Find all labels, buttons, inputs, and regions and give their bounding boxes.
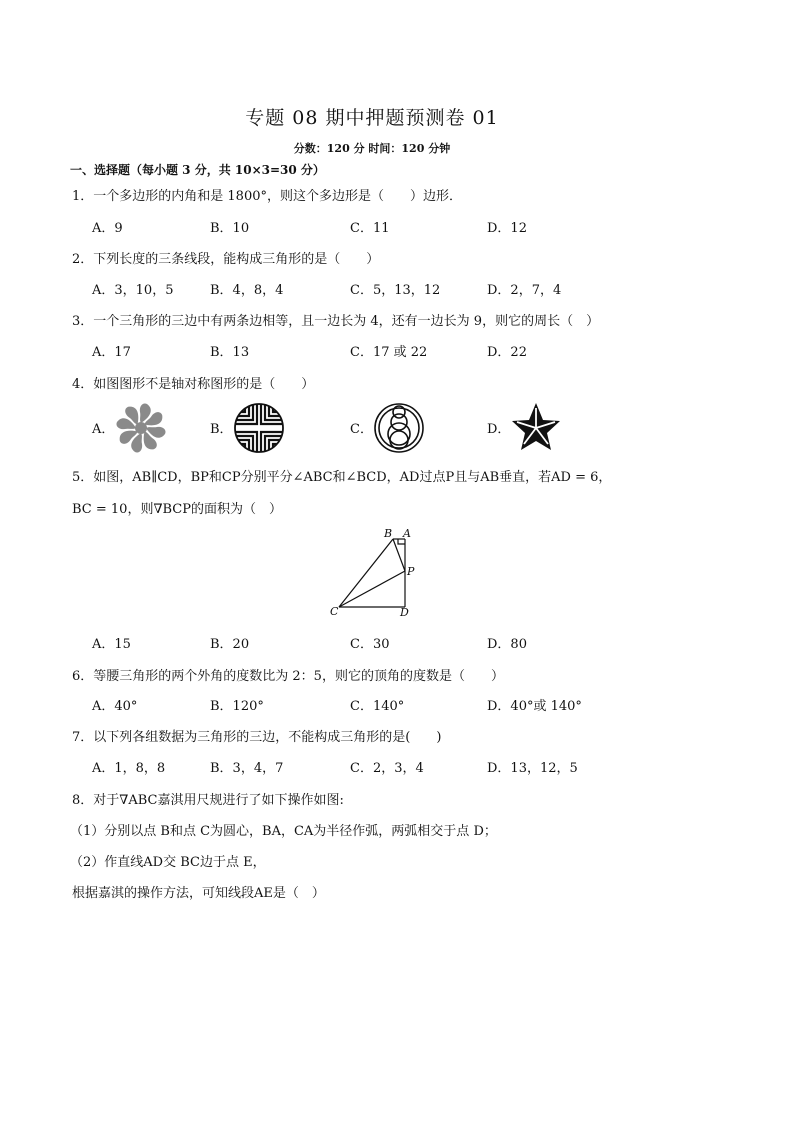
option-d[interactable]: D．22 bbox=[487, 345, 527, 360]
stacked-circles-icon bbox=[372, 401, 426, 455]
option-c[interactable]: C．11 bbox=[350, 221, 390, 236]
question-6-options bbox=[92, 695, 732, 715]
question-2: 2．下列长度的三条线段，能构成三角形的是（ ） bbox=[72, 252, 380, 267]
pinwheel-flower-icon bbox=[114, 401, 168, 455]
question-3: 3．一个三角形的三边中有两条边相等，且一边长为 4，还有一边长为 9，则它的周长（ ） bbox=[72, 314, 600, 329]
label-d: D bbox=[400, 606, 409, 619]
label-p: P bbox=[407, 565, 415, 578]
question-7: 7．以下列各组数据为三角形的三边，不能构成三角形的是( ) bbox=[72, 730, 442, 745]
question-5-options bbox=[92, 633, 732, 653]
option-d[interactable]: D．12 bbox=[487, 221, 527, 236]
question-3-options bbox=[92, 341, 732, 361]
option-c[interactable]: C．140° bbox=[350, 699, 405, 714]
option-a[interactable]: A．15 bbox=[92, 637, 131, 652]
option-d[interactable]: D．80 bbox=[487, 637, 527, 652]
question-2-options bbox=[92, 279, 732, 299]
question-6: 6．等腰三角形的两个外角的度数比为 2：5，则它的顶角的度数是（ ） bbox=[72, 669, 504, 684]
option-a[interactable]: A．40° bbox=[92, 699, 138, 714]
option-a[interactable]: A．17 bbox=[92, 345, 131, 360]
option-c[interactable]: C．2，3，4 bbox=[350, 761, 424, 776]
question-8-step-1: （1）分别以点 B和点 C为圆心，BA，CA为半径作弧，两弧相交于点 D； bbox=[70, 824, 497, 839]
question-4-options bbox=[92, 401, 592, 453]
option-a-label: A． bbox=[92, 422, 115, 437]
label-b: B bbox=[384, 527, 393, 540]
option-c[interactable]: C．17 或 22 bbox=[350, 345, 428, 360]
square-meander-circle-icon bbox=[232, 401, 286, 455]
option-c-label: C． bbox=[350, 422, 373, 437]
question-8: 8．对于∇ABC嘉淇用尺规进行了如下操作如图: bbox=[72, 793, 344, 808]
question-8-prompt: 根据嘉淇的操作方法，可知线段AE是（ ） bbox=[72, 886, 325, 901]
question-5-line-1: 5．如图，AB∥CD，BP和CP分别平分∠ABC和∠BCD，AD过点P且与AB垂直，若AD = 6， bbox=[72, 470, 612, 485]
question-7-options bbox=[92, 757, 732, 777]
option-d[interactable]: D．2，7，4 bbox=[487, 283, 562, 298]
option-b[interactable]: B．3，4，7 bbox=[210, 761, 284, 776]
option-d[interactable]: D．40°或 140° bbox=[487, 699, 582, 714]
option-b[interactable]: B．120° bbox=[210, 699, 264, 714]
pentagon-star-icon bbox=[509, 401, 563, 455]
question-1: 1．一个多边形的内角和是 1800°，则这个多边形是（ ）边形． bbox=[72, 189, 462, 204]
question-5-figure bbox=[325, 525, 425, 620]
option-b[interactable]: B．4，8，4 bbox=[210, 283, 284, 298]
option-d-label: D． bbox=[487, 422, 511, 437]
option-a[interactable]: A．9 bbox=[92, 221, 123, 236]
label-a: A bbox=[403, 527, 411, 540]
question-1-options bbox=[92, 217, 732, 237]
exam-meta: 分数：120 分 时间：120 分钟 bbox=[293, 142, 451, 155]
section-heading: 一、选择题（每小题 3 分，共 10×3=30 分） bbox=[70, 163, 325, 177]
option-b[interactable]: B．10 bbox=[210, 221, 250, 236]
question-8-step-2: （2）作直线AD交 BC边于点 E， bbox=[70, 855, 266, 870]
option-a[interactable]: A．1，8，8 bbox=[92, 761, 166, 776]
option-a[interactable]: A．3，10，5 bbox=[92, 283, 174, 298]
option-c[interactable]: C．30 bbox=[350, 637, 390, 652]
option-c[interactable]: C．5，13，12 bbox=[350, 283, 441, 298]
option-b[interactable]: B．20 bbox=[210, 637, 250, 652]
option-d[interactable]: D．13，12，5 bbox=[487, 761, 578, 776]
page-title: 专题 08 期中押题预测卷 01 bbox=[245, 107, 499, 129]
question-4: 4．如图图形不是轴对称图形的是（ ） bbox=[72, 377, 315, 392]
option-b[interactable]: B．13 bbox=[210, 345, 250, 360]
question-5-line-2: BC = 10，则∇BCP的面积为（ ） bbox=[72, 502, 283, 517]
option-b-label: B． bbox=[210, 422, 233, 437]
label-c: C bbox=[330, 605, 339, 618]
